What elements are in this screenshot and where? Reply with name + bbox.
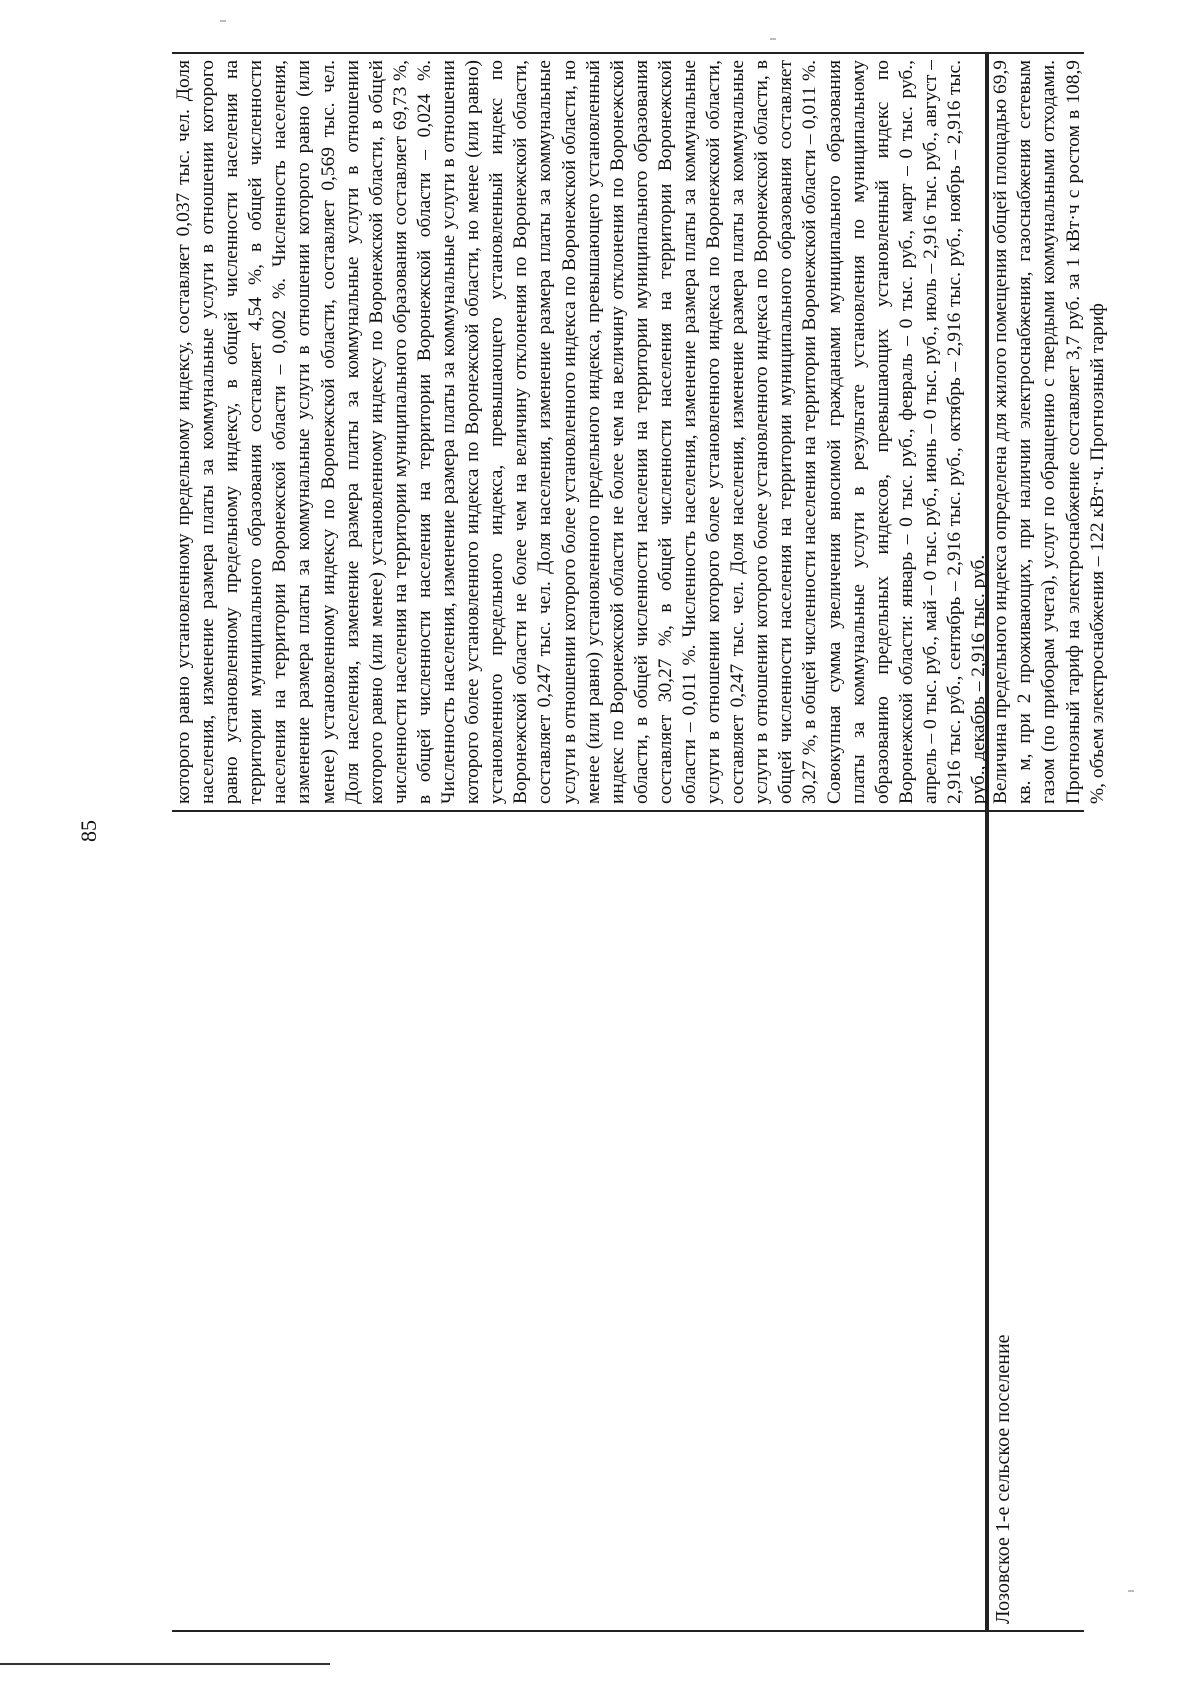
table-cell-description: Величина предельного индекса определена для жилого помещения общей площадью 69,9 кв. м, при 2 проживающих, при наличии электроснабжения, газоснабжения сетевым газом (по приборам учета), услуг по обращению с твердыми коммунальными отходами. Прогнозный тариф на электроснабжение составляет 3,7 руб. за 1 кВт·ч с ростом в 108,9 %, объем электроснабжения – 122 кВт·ч. Прогнозный тариф [990, 60, 1108, 804]
scan-artifact-mark [220, 20, 226, 22]
scan-artifact-mark [1128, 1590, 1134, 1592]
page-number: 85 [76, 820, 101, 842]
table-row [172, 52, 990, 1632]
table-row [987, 52, 1108, 1632]
footnote-separator-line [0, 1663, 330, 1665]
table-cell-municipality [172, 810, 985, 1630]
table-cell-municipality: Лозовское 1-е сельское поселение [989, 810, 1084, 1630]
table-cell-description: которого равно установленному предельному индексу, составляет 0,037 тыс. чел. Доля населения, изменение размера платы за коммунальные услуги в отношении которого равно установленному предельному индексу, в общей численности населения на территории муниципального образования составляет 4,54 %, в общей численности населения на территории Воронежской области – 0,002 %. Численность населения, изменение размера платы за коммунальные услуги в отношении которого равно (или менее) установленному индексу по Воронежской области, составляет 0,569 тыс. чел. Доля населения, изменение размера платы за коммунальные услуги в отношении которого равно (или менее) установленному индексу по Воронежской области, в общей численности населения на территории муниципального образования составляет 69,73 %, в общей численности населения на территории Воронежской области – 0,024 %. Численность населения, изменение размера платы за коммунальные услуги в отношении которого более установленного индекса по Воронежской области, но менее (или равно) установленного предельного индекса, превышающего установленный индекс по Воронежской области не более чем на величину отклонения по Воронежской области, составляет 0,247 тыс. чел. Доля населения, изменение размера платы за коммунальные услуги в отношении которого более установленного индекса по Воронежской области, но менее (или равно) установленного предельного индекса, превышающего установленный индекс по Воронежской области не более чем на величину отклонения по Воронежской области, в общей численности населения на территории муниципального образования составляет 30,27 %, в общей численности населения на территории Воронежской области – 0,011 %. Численность населения, изменение размера платы за коммунальные услуги в отношении которого более установленного индекса по Воронежской области, составляет 0,247 тыс. чел. Доля населения, изменение размера платы за коммунальные услуги в отношении которого более установленного индекса по Воронежской области, в общей численности населения на территории муниципального образования составляет 30,27 %, в общей численности населения на территории Воронежской области – 0,011 %. Совокупная сумма увеличения вносимой гражданами муниципального образования платы за коммунальные услуги в результате установления по муниципальному образованию предельных индексов, превышающих установленный индекс по Воронежской области: январь – 0 тыс. руб., февраль – 0 тыс. руб., март – 0 тыс. руб., апрель – 0 тыс. руб., май – 0 тыс. руб., июнь – 0 тыс. руб., июль – 2,916 тыс. руб., август – 2,916 тыс. руб., сентябрь – 2,916 тыс. руб., октябрь – 2,916 тыс. руб., ноябрь – 2,916 тыс. руб., декабрь – 2,916 тыс. руб. [173, 60, 990, 804]
scan-artifact-mark [770, 38, 776, 40]
rotated-table [172, 52, 1108, 1632]
